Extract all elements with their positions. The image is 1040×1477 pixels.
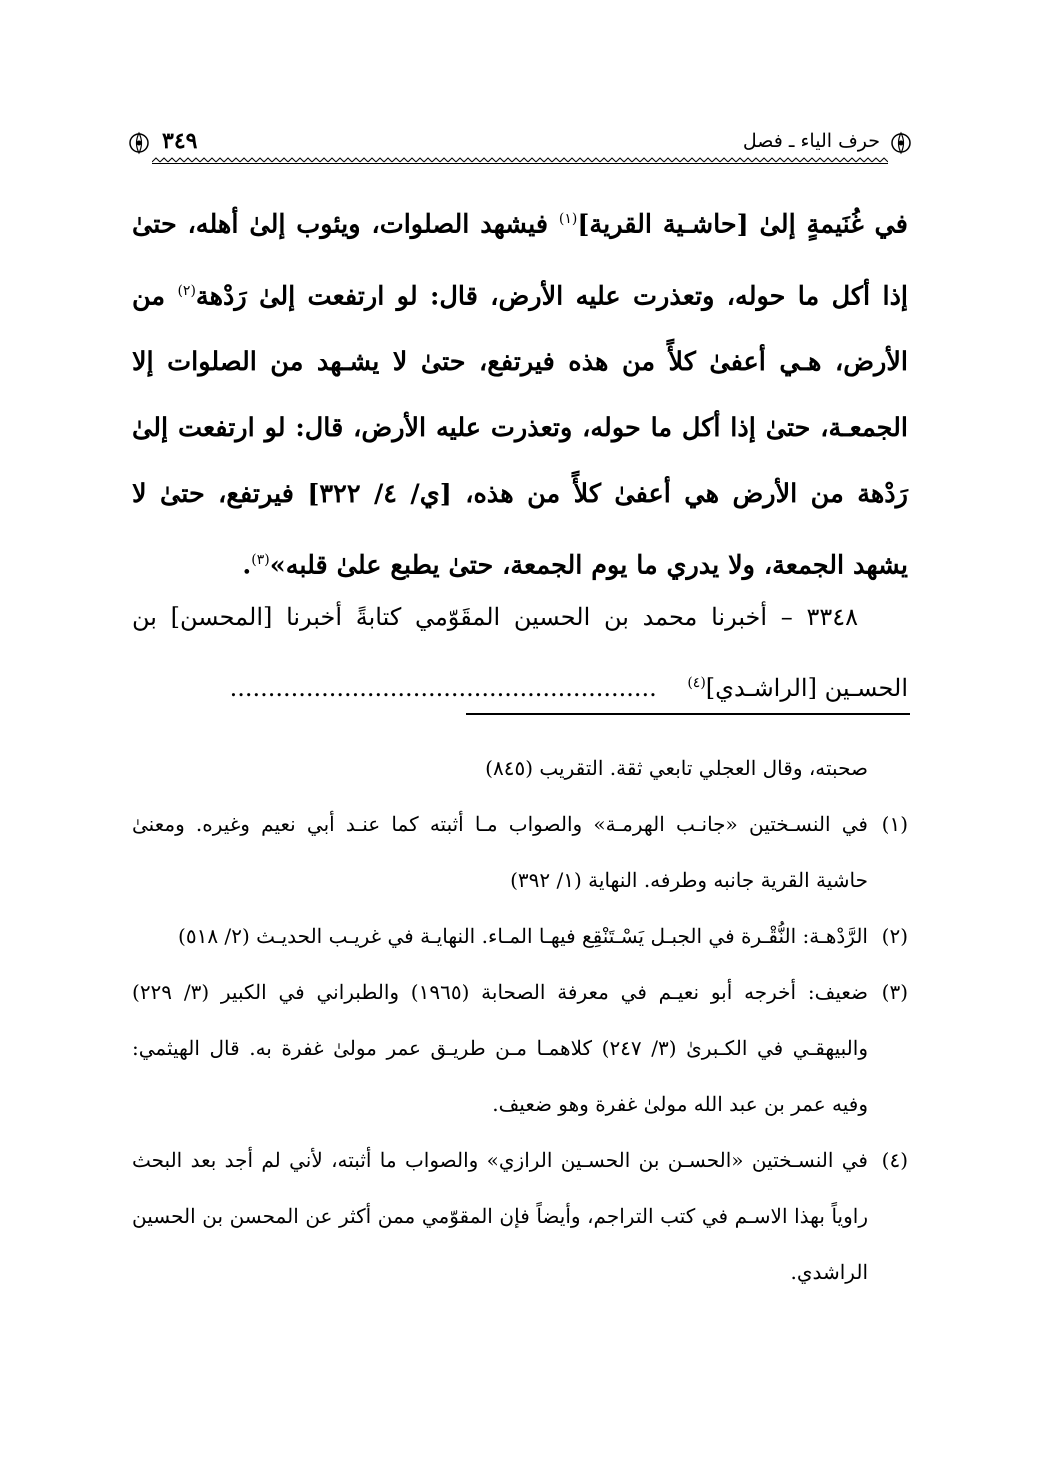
footnote-text: في النسـختين «جانـب الهرمـة» والصواب مـا أثبته كما عنـد أبي نعيم وغيره. ومعنىٰ حاشية القرية جانبه وطرفه. النهاية (١/ ٣٩٢) xyxy=(132,812,868,892)
footnote-continuation: صحبته، وقال العجلي تابعي ثقة. التقريب (٨٤٥) xyxy=(485,756,868,780)
main-text xyxy=(132,186,908,599)
footnote-text: في النسـختين «الحسـن بن الحسـين الرازي» والصواب ما أثبته، لأني لم أجد بعد البحث راوياً بهذا الاسـم في كتب التراجم، وأيضاً فإن المقوّمي ممن أكثر عن المحسن بن الحسين الراشدي. xyxy=(132,1148,868,1284)
footnote-number: (٣) xyxy=(881,980,908,1004)
footnote-item xyxy=(132,1132,908,1300)
footnote-ref: (٤) xyxy=(687,675,706,691)
footnote-item xyxy=(132,908,908,964)
ornament-icon xyxy=(126,130,152,156)
running-title: حرف الياء ـ فصل xyxy=(742,130,880,152)
footnote-ref: (١) xyxy=(558,211,578,227)
hadith-entry xyxy=(132,584,908,721)
page-header xyxy=(130,128,910,168)
footnote-item xyxy=(132,796,908,908)
footnote-text: ضعيف: أخرجه أبو نعيـم في معرفة الصحابة (١٩٦٥) والطبراني في الكبير (٣/ ٢٢٩) والبيهقـي في الكـبرىٰ (٣/ ٢٤٧) كلاهمـا مـن طريـق عمر مولىٰ غفرة به. قال الهيثمي: وفيه عمر بن عبد الله مولىٰ غفرة وهو ضعيف. xyxy=(132,980,868,1116)
entry-paragraph: ٣٣٤٨ – أخبرنا محمد بن الحسين المقَوّمي كتابةً أخبرنا [المحسن] بن الحسـين [الراشـدي]$^{(٤)}$ ........................................................ xyxy=(132,603,908,702)
footnote-item xyxy=(132,964,908,1132)
footnote-number: (٤) xyxy=(881,1148,908,1172)
footnote-text: الرَّدْهـة: النُّقْـرة في الجبـل يَسْـتَنْقِع فيهـا المـاء. النهايـة في غريـب الحديـث (٢/ ٥١٨) xyxy=(178,924,868,948)
ornament-icon xyxy=(888,130,914,156)
footnote-ref: (٣) xyxy=(251,552,270,568)
footnote-separator xyxy=(466,713,910,715)
page-number: ٣٤٩ xyxy=(162,128,198,154)
footnotes xyxy=(132,740,908,1300)
ellipsis-dots: ........................................................ xyxy=(229,674,657,702)
footnote-number: (٢) xyxy=(881,924,908,948)
footnote-number: (١) xyxy=(881,812,908,836)
main-paragraph: في غُنَيمةٍ إلىٰ [حاشـية القرية]$^{(١)}$ فيشهد الصلوات، ويئوب إلىٰ أهله، حتىٰ إذا أكل ما حوله، وتعذرت عليه الأرض، قال: لو ارتفعت إلىٰ رَدْهة$^{(٢)}$ من الأرض، هـي أعفىٰ كلأً من هذه فيرتفع، حتىٰ لا يشـهد من الصلوات إلا الجمعـة، حتىٰ إذا أكل ما حوله، وتعذرت عليه الأرض، قال: لو ارتفعت إلىٰ رَدْهة من الأرض هي أعفىٰ كلأً من هذه، [ي/ ٤/ ٣٢٢] فيرتفع، حتىٰ لا يشهد الجمعة، ولا يدري ما يوم الجمعة، حتىٰ يطبع علىٰ قلبه»$^{(٣)}$. xyxy=(132,209,909,581)
header-rule xyxy=(152,156,888,164)
footnote-ref: (٢) xyxy=(177,282,196,299)
